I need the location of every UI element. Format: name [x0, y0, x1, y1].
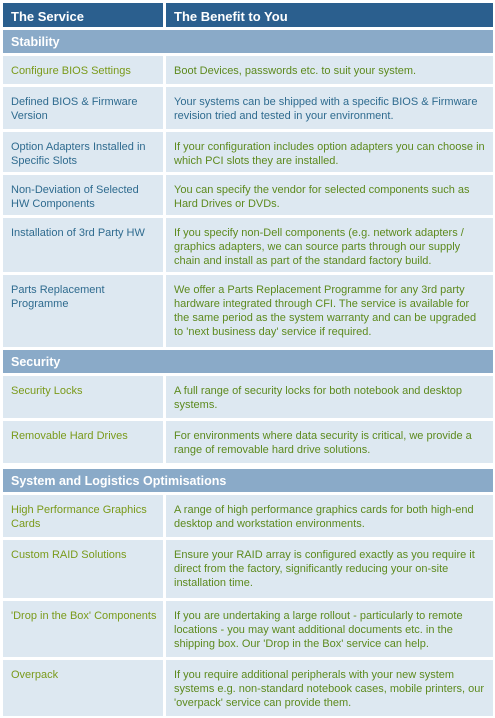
benefit-cell: If you specify non-Dell components (e.g. network adapters / graphics adapters, we can source parts through our supply chain and install as part of the standard factory build. [166, 218, 493, 272]
section-security-title: Security [3, 350, 493, 373]
benefit-cell: For environments where data security is critical, we provide a range of removable hard drive solutions. [166, 421, 493, 463]
header-service: The Service [3, 3, 163, 27]
service-cell: Non-Deviation of Selected HW Components [3, 175, 163, 215]
section-stability-title: Stability [3, 30, 493, 53]
service-cell: Parts Replacement Programme [3, 275, 163, 347]
service-cell: 'Drop in the Box' Components [3, 601, 163, 657]
service-cell: Installation of 3rd Party HW [3, 218, 163, 272]
benefit-cell: A full range of security locks for both notebook and desktop systems. [166, 376, 493, 418]
benefit-cell: If you require additional peripherals with your new system systems e.g. non-standard notebook cases, mobile printers, our 'overpack' service can provide them. [166, 660, 493, 716]
service-cell: High Performance Graphics Cards [3, 495, 163, 537]
service-cell: Security Locks [3, 376, 163, 418]
header-benefit: The Benefit to You [166, 3, 493, 27]
benefit-cell: If your configuration includes option adapters you can choose in which PCI slots they are installed. [166, 132, 493, 172]
service-cell: Configure BIOS Settings [3, 56, 163, 84]
service-cell: Overpack [3, 660, 163, 716]
service-cell: Defined BIOS & Firmware Version [3, 87, 163, 129]
service-cell: Removable Hard Drives [3, 421, 163, 463]
benefit-cell: We offer a Parts Replacement Programme for any 3rd party hardware integrated through CFI. The service is available for the same period as the system warranty and can be upgraded to 'next business day' service if required. [166, 275, 493, 347]
benefit-cell: A range of high performance graphics cards for both high-end desktop and workstation environments. [166, 495, 493, 537]
service-cell: Option Adapters Installed in Specific Slots [3, 132, 163, 172]
benefit-cell: Ensure your RAID array is configured exactly as you require it direct from the factory, significantly reducing your on-site installation time. [166, 540, 493, 598]
benefit-cell: Your systems can be shipped with a specific BIOS & Firmware revision tried and tested in your environment. [166, 87, 493, 129]
section-logistics-title: System and Logistics Optimisations [3, 469, 493, 492]
benefit-cell: You can specify the vendor for selected components such as Hard Drives or DVDs. [166, 175, 493, 215]
benefit-cell: If you are undertaking a large rollout - particularly to remote locations - you may want additional documents etc. in the shipping box. Our 'Drop in the Box' service can help. [166, 601, 493, 657]
benefit-cell: Boot Devices, passwords etc. to suit your system. [166, 56, 493, 84]
service-cell: Custom RAID Solutions [3, 540, 163, 598]
